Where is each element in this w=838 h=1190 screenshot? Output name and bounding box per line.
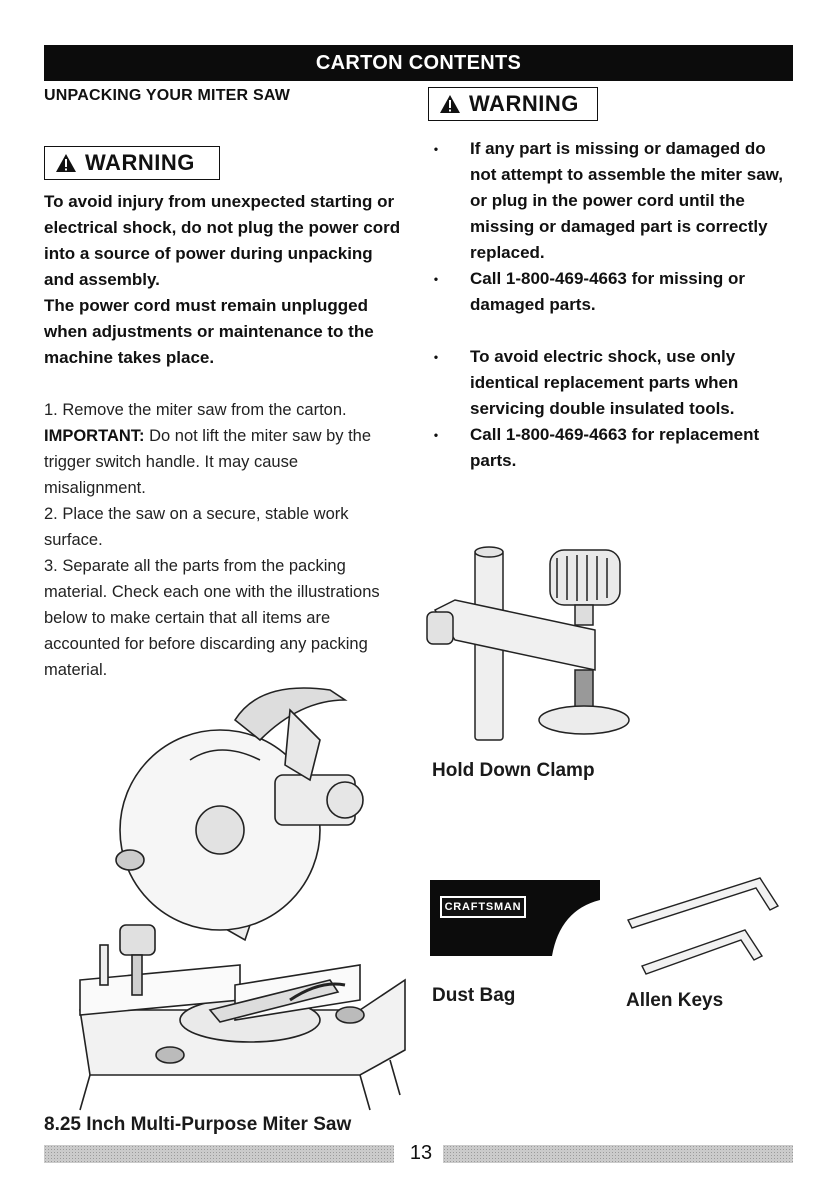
step-1: 1. Remove the miter saw from the carton. (44, 401, 347, 419)
warning-text-block (44, 189, 404, 371)
warning-bullets (430, 136, 790, 474)
dust-bag-caption: Dust Bag (432, 985, 516, 1006)
page-number: 13 (409, 1142, 433, 1164)
bullet-item: • To avoid electric shock, use only identical replacement parts when servicing double insulated tools. (433, 347, 739, 418)
warning-text-2: The power cord must remain unplugged when adjustments or maintenance to the machine takes place. (44, 296, 374, 367)
instructions-block (44, 397, 389, 683)
page-title: CARTON CONTENTS (315, 51, 522, 74)
saw-caption: 8.25 Inch Multi-Purpose Miter Saw (44, 1114, 352, 1135)
clamp-caption: Hold Down Clamp (432, 760, 595, 781)
important-note (44, 423, 389, 501)
page-title-bar (44, 45, 793, 81)
warning-label: WARNING (85, 150, 195, 175)
warning-box-right (428, 87, 598, 121)
miter-saw-illustration (60, 680, 420, 1120)
warning-label: WARNING (469, 91, 579, 116)
bullet-item: • Call 1-800-469-4663 for missing or damaged parts. (433, 269, 745, 314)
hold-down-clamp-illustration (425, 540, 635, 750)
allen-keys-illustration (620, 868, 795, 983)
step-3: 3. Separate all the parts from the packing material. Check each one with the illustrations below to make certain that all items are accounted for before discarding any packing material. (44, 557, 380, 679)
warning-triangle-icon (439, 94, 461, 114)
allen-keys-caption: Allen Keys (626, 990, 724, 1011)
bullet-item: • Call 1-800-469-4663 for replacement parts. (433, 425, 760, 470)
footer-rule-right (443, 1145, 793, 1163)
important-label: IMPORTANT: (44, 427, 145, 445)
footer-rule-left (44, 1145, 394, 1163)
dust-bag-brand: CRAFTSMAN (444, 901, 522, 913)
bullet-item: • If any part is missing or damaged do not attempt to assemble the miter saw, or plug in the power cord until the missing or damaged part is correctly replaced. (433, 139, 783, 262)
warning-box-left (44, 146, 220, 180)
section-heading: UNPACKING YOUR MITER SAW (44, 87, 290, 104)
step-2: 2. Place the saw on a secure, stable work surface. (44, 505, 349, 549)
warning-triangle-icon (55, 153, 77, 173)
dust-bag-illustration (430, 880, 600, 956)
warning-text-1: To avoid injury from unexpected starting or electrical shock, do not plug the power cord into a source of power during unpacking and assembly. (44, 192, 401, 289)
important-text: Do not lift the miter saw by the trigger switch handle. It may cause misalignment. (44, 427, 372, 497)
